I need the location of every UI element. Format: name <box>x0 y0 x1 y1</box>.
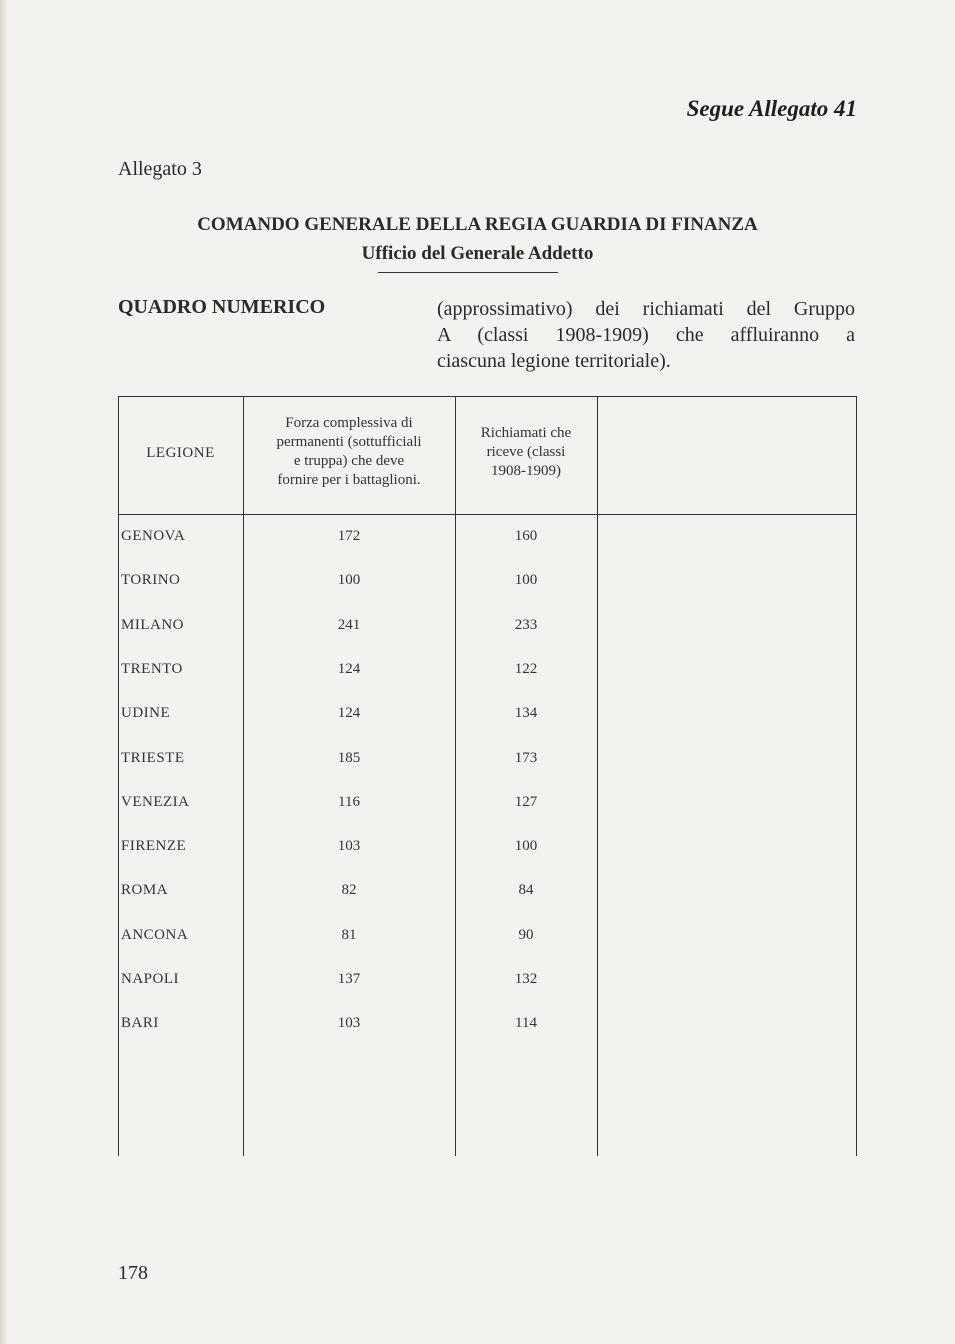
cell-richiamati: 100 <box>514 572 538 589</box>
header-richiamati-line: Richiamati che <box>480 425 572 441</box>
header-richiamati <box>455 424 597 481</box>
cell-richiamati: 84 <box>518 882 534 899</box>
data-table <box>118 396 856 1156</box>
quadro-line: (approssimativo) dei richiamati del Gruppo <box>437 298 855 320</box>
cell-richiamati: 173 <box>514 749 538 766</box>
quadro-description <box>437 296 855 374</box>
cell-forza: 137 <box>337 971 361 987</box>
cell-richiamati: 122 <box>514 660 538 677</box>
header-legione: LEGIONE <box>146 445 215 461</box>
header-richiamati-line: 1908-1909) <box>491 463 561 479</box>
running-head: Segue Allegato 41 <box>686 96 857 121</box>
cell-forza: 116 <box>338 793 360 810</box>
cell-richiamati: 233 <box>514 616 538 633</box>
cell-richiamati: 132 <box>514 971 538 987</box>
table-col-line <box>597 396 598 1156</box>
document-title: COMANDO GENERALE DELLA REGIA GUARDIA DI FINANZA <box>197 214 758 235</box>
header-forza <box>243 414 455 490</box>
document-subtitle: Ufficio del Generale Addetto <box>361 243 594 264</box>
allegato-label: Allegato 3 <box>118 158 202 180</box>
header-forza-line: fornire per i battaglioni. <box>277 472 421 488</box>
cell-forza: 172 <box>337 528 361 544</box>
cell-forza: 124 <box>337 705 361 722</box>
page-number: 178 <box>118 1262 148 1284</box>
header-forza-line: Forza complessiva di <box>285 415 413 431</box>
table-header-border <box>118 514 856 515</box>
cell-legione: TRIESTE <box>121 749 185 766</box>
cell-forza: 103 <box>337 838 361 855</box>
cell-richiamati: 100 <box>514 838 538 855</box>
cell-richiamati: 127 <box>514 793 538 810</box>
cell-richiamati: 90 <box>518 926 534 943</box>
cell-richiamati: 160 <box>514 528 538 544</box>
cell-legione: TRENTO <box>121 660 183 677</box>
cell-forza: 82 <box>341 882 357 899</box>
title-rule <box>378 272 558 273</box>
cell-forza: 241 <box>337 616 361 633</box>
cell-forza: 124 <box>337 660 361 677</box>
header-richiamati-line: riceve (classi <box>486 444 566 460</box>
header-forza-line: e truppa) che deve <box>293 453 405 469</box>
cell-legione: VENEZIA <box>121 793 190 810</box>
cell-legione: ROMA <box>121 882 169 899</box>
quadro-line: A (classi 1908-1909) che affluiranno a <box>437 324 855 346</box>
table-col-line <box>243 396 244 1156</box>
page-edge-shadow <box>0 0 8 1344</box>
cell-legione: MILANO <box>121 616 184 633</box>
cell-legione: UDINE <box>121 705 171 722</box>
cell-legione: FIRENZE <box>121 838 187 855</box>
cell-richiamati: 114 <box>515 1015 537 1032</box>
header-forza-line: permanenti (sottufficiali <box>276 434 422 450</box>
cell-legione: ANCONA <box>121 926 189 943</box>
table-col-line <box>118 396 119 1156</box>
cell-richiamati: 134 <box>514 705 538 722</box>
table-col-line <box>856 396 857 1156</box>
cell-forza: 185 <box>337 749 361 766</box>
cell-forza: 100 <box>337 572 361 589</box>
cell-forza: 81 <box>341 926 357 943</box>
cell-forza: 103 <box>337 1015 361 1032</box>
cell-legione: TORINO <box>121 572 181 589</box>
cell-legione: BARI <box>121 1015 159 1032</box>
cell-legione: NAPOLI <box>121 971 179 987</box>
quadro-line: ciascuna legione territoriale). <box>437 350 671 372</box>
quadro-label: QUADRO NUMERICO <box>118 296 326 318</box>
cell-legione: GENOVA <box>121 528 186 544</box>
table-top-border <box>118 396 856 397</box>
table-col-line <box>455 396 456 1156</box>
